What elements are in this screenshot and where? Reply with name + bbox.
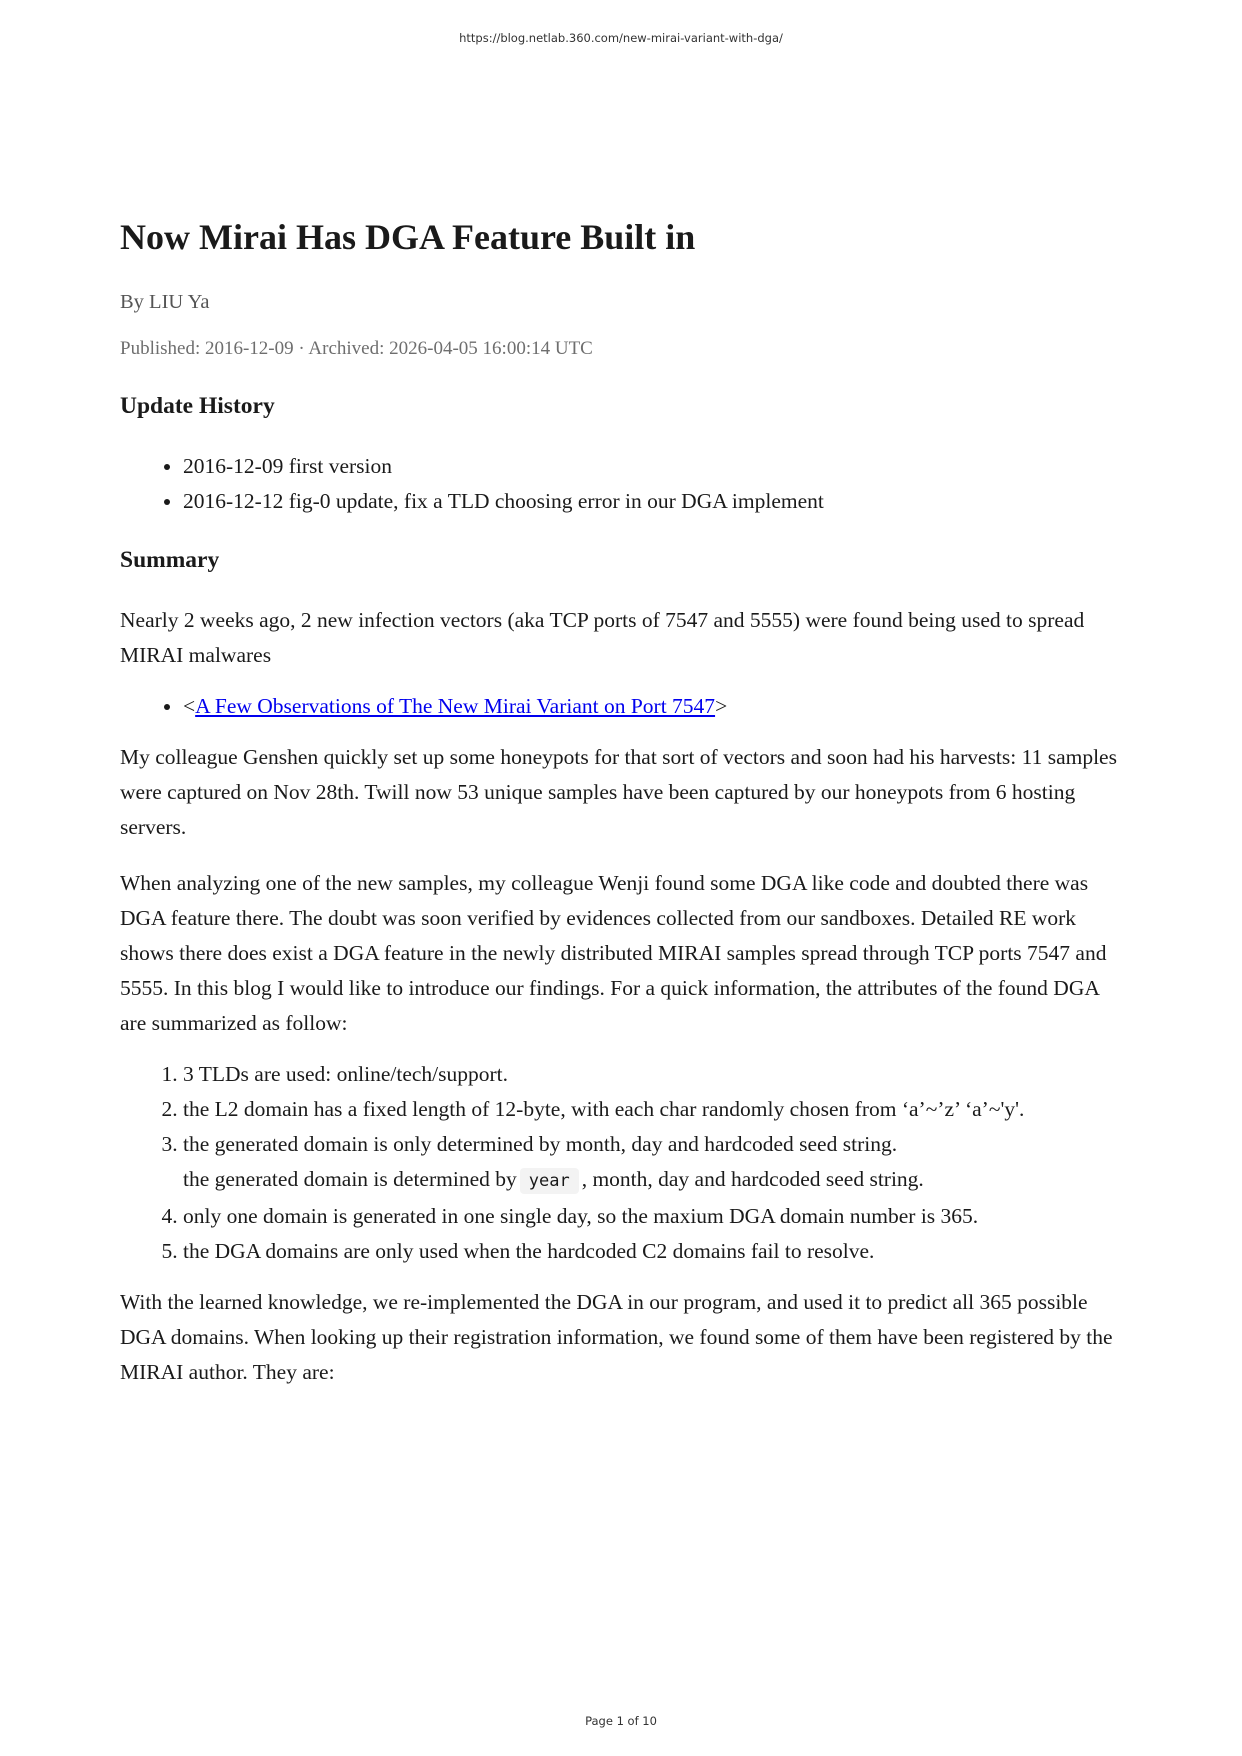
page-url-header: https://blog.netlab.360.com/new-mirai-variant-with-dga/	[459, 31, 783, 45]
article-title: Now Mirai Has DGA Feature Built in	[120, 217, 696, 257]
article-byline: By LIU Ya	[120, 291, 210, 313]
summary-paragraph-4: With the learned knowledge, we re-implemented the DGA in our program, and used it to predict all 365 possible DGA domains. When looking up their registration information, we found some of them have been registered by the MIRAI author. They are:	[120, 1290, 1113, 1384]
summary-paragraph-3: When analyzing one of the new samples, my colleague Wenji found some DGA like code and doubted there was DGA feature there. The doubt was soon verified by evidences collected from our sandboxes. Detailed RE work shows there does exist a DGA feature in the newly distributed MIRAI samples spread through TCP ports 7547 and 5555. In this blog I would like to introduce our findings. For a quick information, the attributes of the found DGA are summarized as follow:	[120, 871, 1107, 1035]
revised-line	[183, 1162, 1130, 1199]
dga-attributes-list	[120, 1057, 1130, 1269]
update-history-list	[120, 449, 1130, 519]
list-item: • 2016-12-12 fig-0 update, fix a TLD choosing error in our DGA implement	[183, 484, 1130, 519]
revised-line-end: , month, day and hardcoded seed string.	[581, 1167, 924, 1191]
page-number: Page 1 of 10	[585, 1714, 657, 1728]
revised-line-start: the generated domain is determined by	[183, 1167, 517, 1191]
struck-line: the generated domain is only determined by month, day and hardcoded seed string.	[183, 1132, 898, 1156]
article	[120, 212, 1130, 1390]
list-item: 1. 3 TLDs are used: online/tech/support.	[183, 1057, 1130, 1092]
reference-link-list	[120, 689, 1130, 724]
summary-paragraph-2: My colleague Genshen quickly set up some honeypots for that sort of vectors and soon had his harvests: 11 samples were captured on Nov 28th. Twill now 53 unique samples have been captured by our honeypots from 6 hosting servers.	[120, 745, 1117, 839]
list-item: • 2016-12-09 first version	[183, 449, 1130, 484]
observations-article-link[interactable]: A Few Observations of The New Mirai Variant on Port 7547	[195, 694, 716, 718]
list-item	[183, 689, 1130, 724]
update-history-heading: Update History	[120, 393, 275, 419]
list-item	[183, 1127, 1130, 1199]
link-prefix: <	[183, 694, 196, 718]
summary-paragraph-1: Nearly 2 weeks ago, 2 new infection vectors (aka TCP ports of 7547 and 5555) were found being used to spread MIRAI malwares	[120, 608, 1085, 667]
list-item: 4. only one domain is generated in one single day, so the maxium DGA domain number is 365.	[183, 1199, 1130, 1234]
inline-code-year: year	[520, 1168, 579, 1194]
link-suffix: >	[715, 694, 728, 718]
summary-heading: Summary	[120, 547, 220, 573]
article-meta: Published: 2016-12-09 · Archived: 2026-04-05 16:00:14 UTC	[120, 338, 593, 359]
list-item: 2. the L2 domain has a fixed length of 12-byte, with each char randomly chosen from ‘a’~’z’ ‘a’~'y'.	[183, 1092, 1130, 1127]
list-item: 5. the DGA domains are only used when the hardcoded C2 domains fail to resolve.	[183, 1234, 1130, 1269]
